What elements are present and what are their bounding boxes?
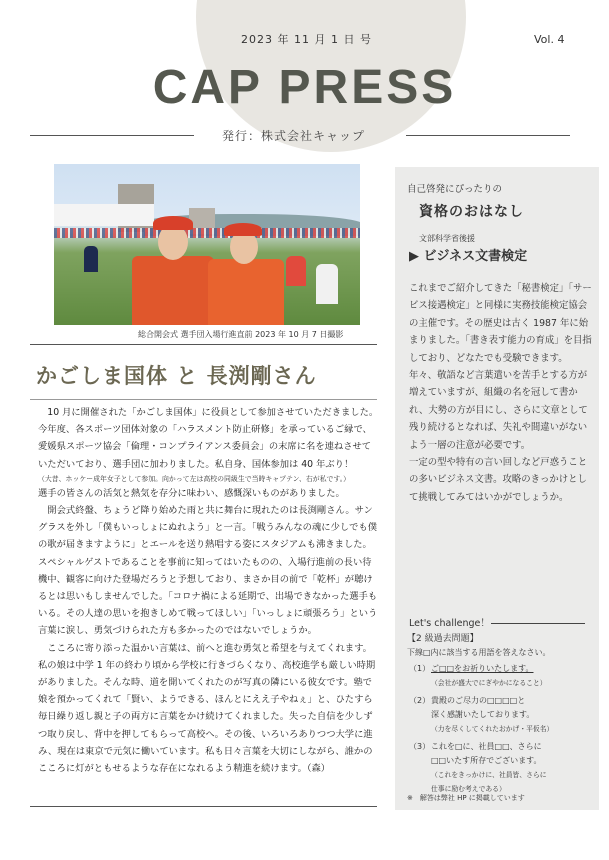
article-paragraph: 開会式終盤、ちょうど降り始めた雨と共に舞台に現れたのは長渕剛さん。サングラスを外し「僕もいっしょにぬれよう」と一言。「戦うみんなの魂に少しでも僕の歌が届きますように」とエールを送り熱唱する姿にスタジアムも沸きました。スペシャルゲストであることを事前に知ってはいたものの、入場行進前の長い待機中、観客に向けた登場だろうと予想しており、まさか目の前で「乾杯」が聴けるとは思いもしませんでした。「コロナ禍による延期で、出場できなかった選手もいる。その人達の思いを抱きしめて戦ってほしい」「いっしょに頑張ろう」という言葉に涙し、勇気づけられた方も多かったのではないでしょうか。 [38,505,378,637]
quiz-question-1 [409,662,547,690]
quiz-number: （2） [409,696,431,705]
sidebar-subtitle: ▶ ビジネス文書検定 [409,249,528,264]
masthead-rule-left [30,135,194,136]
sidebar-paragraph: 年々、敬語など言葉遣いを苦手とする方が増えていますが、組織の名を冠して書かれ、大勢の方が目にし、さらに文章として残り続けるとなれば、失礼や間違いがないよう一層の注意が必要です。 [409,370,588,451]
photo-person [316,264,338,304]
issue-date: 2023 年 11 月 1 日 号 [241,33,372,46]
quiz-text: 貴殿のご尽力の□□□□と [431,696,526,705]
article-paragraph: 選手の皆さんの活気と熱気を存分に味わい、感慨深いものがありました。 [38,487,345,499]
photo-person [84,246,98,272]
masthead-rule-right [406,135,570,136]
challenge-heading: Let's challenge！ [409,618,490,629]
article-title: かごしま国体 と 長渕剛さん [36,364,317,388]
photo-caption: 総合開会式 選手団入場行進直前 2023 年 10 月 7 日撮影 [138,330,344,339]
quiz-text: 深く感謝いたしております。 [431,710,535,719]
quiz-hint: （会社が盛大でにぎやかになること） [431,679,547,687]
quiz-number: （3） [409,742,431,751]
qualification-sidebar [395,167,599,810]
masthead-title: CAP PRESS [152,61,457,114]
photo-person-right [208,259,284,325]
quiz-text: ご□□をお祈りいたします。 [431,664,534,673]
quiz-question-3 [409,740,547,796]
photo-person [286,256,306,286]
quiz-question-2 [409,694,553,736]
quiz-text: これを□に、社員□□、さらに [431,742,542,751]
photo-cap [153,216,193,230]
quiz-hint: （力を尽くしてくれたおかげ・平仮名） [431,725,554,733]
publisher-line: 発行：株式会社キャップ [222,129,366,143]
quiz-text: □□いたす所存でございます。 [431,756,542,765]
article-title-rule [30,399,377,400]
answer-note: ※ 解答は弊社 HP に掲載しています [407,794,525,802]
challenge-rule [491,623,585,624]
photo-tent [54,204,154,226]
sidebar-sponsor: 文部科学省後援 [419,234,475,243]
sidebar-body [409,280,593,506]
quiz-hint: （これをきっかけに、社員皆、さらに [431,771,547,779]
caption-rule [30,344,377,345]
sidebar-kicker: 自己啓発にぴったりの [407,184,503,195]
quiz-heading: 【2 級過去問題】 [407,634,479,644]
quiz-number: （1） [409,664,431,673]
article-paragraph: こころに寄り添った温かい言葉は、前へと進む勇気と希望を与えてくれます。私の娘は中学 1 年の終わり頃から学校に行きづらくなり、高校進学も厳しい時期がありました。そんな時、道を開いてくれたのが写真の隣にいる彼女です。塾で娘を預かってくれて「賢い、ようできる、ほんとにええ子やねぇ」と、ひたすら毎日繰り返し親と子の両方に言葉をかけ続けてくれました。失った自信を少しずつ取り戻し、背中を押してもらって高校へ。その後、いろいろありつつ大学に進み、現在は東京で元気に働いています。私も日々言葉を大切にしながら、誰かのこころに灯がともせるような存在になれるよう精進を続けます。（森） [38,642,376,775]
photo-person-left [132,256,214,325]
quiz-instruction: 下線□内に該当する用語を答えなさい。 [407,648,551,657]
photo-crowd [54,228,360,238]
volume-number: Vol. 4 [534,33,565,46]
sidebar-paragraph: 一定の型や特有の言い回しなど戸惑うことの多いビジネス文書。攻略のきっかけとして挑戦してみてはいかがでしょうか。 [409,457,588,503]
quiz-hint: 仕事に励む考えである） [431,785,506,793]
sidebar-paragraph: これまでご紹介してきた「秘書検定」「サービス接遇検定」と同様に実務技能検定協会の主催です。その歴史は古く 1987 年に始まりました。「書き表す能力の育成」を目指しており、どなたでも受験できます。 [409,283,592,364]
article-note: （大昔、ホッケー成年女子として参加。向かって左は高校の同級生で当時キャプテン、右が私です。） [38,474,351,483]
article-paragraph: 10 月に開催された「かごしま国体」に役員として参加させていただきました。今年度、各スポーツ団体対象の「ハラスメント防止研修」を承っているご縁で、愛媛県スポーツ協会「倫理・コンプライアンス委員会」の末席に名を連ねさせていただいており、選手団に加わりました。私自身、国体参加は 40 年ぶり！ [38,407,379,470]
photo-cap [224,223,262,236]
sidebar-title: 資格のおはなし [419,204,524,220]
article-bottom-rule [30,806,377,807]
article-body [38,404,380,777]
event-photo [54,164,360,325]
